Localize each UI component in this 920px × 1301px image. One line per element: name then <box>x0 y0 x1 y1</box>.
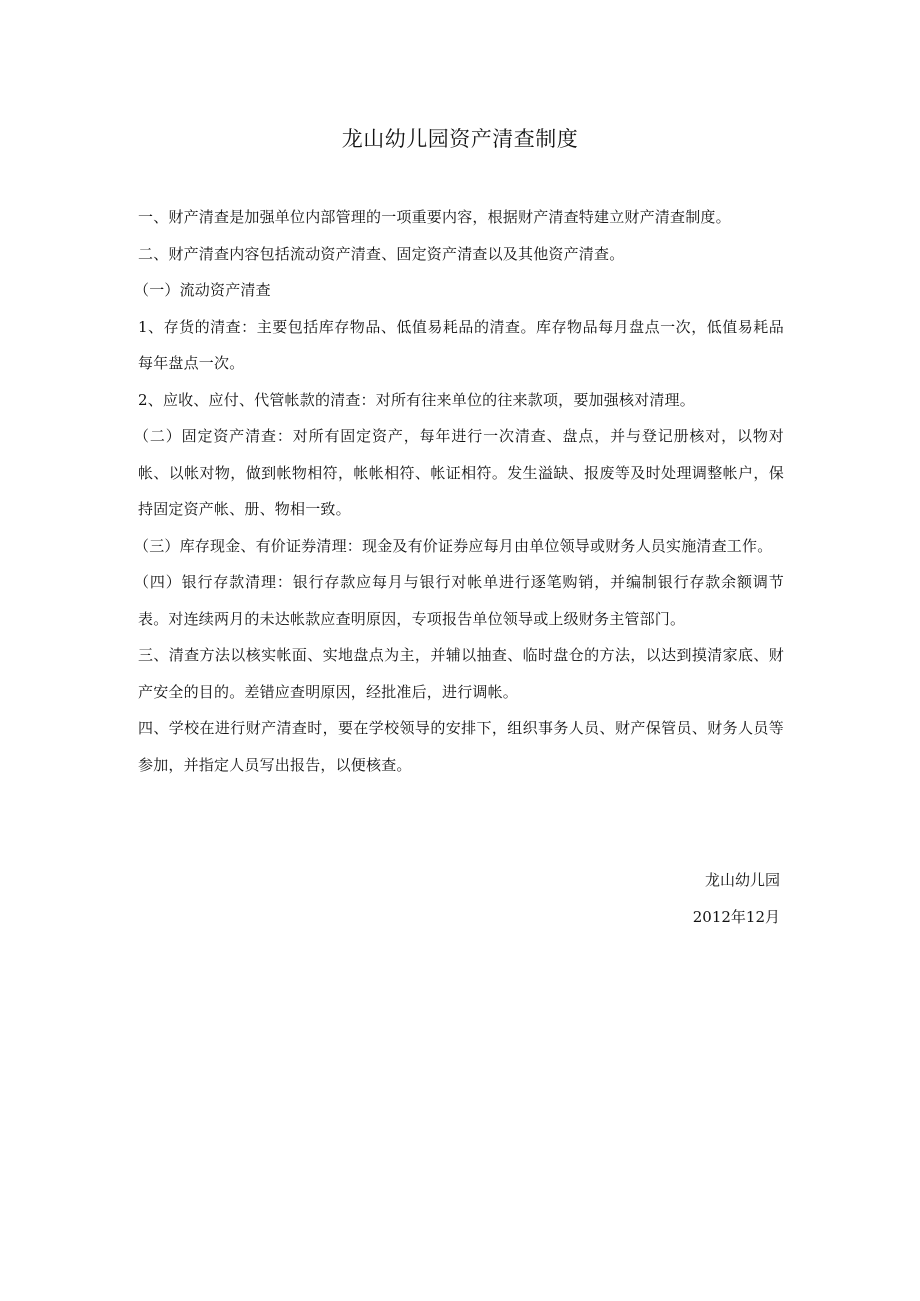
document-title: 龙山幼儿园资产清查制度 <box>341 127 579 151</box>
paragraph-1: 一、财产清查是加强单位内部管理的一项重要内容，根据财产清查特建立财产清查制度。 <box>138 208 731 226</box>
paragraph-8: （四）银行存款清理：银行存款应每月与银行对帐单进行逐笔购销，并编制银行存款余额调节表。对连续两月的未达帐款应查明原因，专项报告单位领导或上级财务主管部门。 <box>134 573 784 628</box>
paragraph-6: （二）固定资产清查：对所有固定资产，每年进行一次清查、盘点，并与登记册核对，以物对帐、以帐对物，做到帐物相符，帐帐相符、帐证相符。发生溢缺、报废等及时处理调整帐户，保持固定资产帐、册、物相一致。 <box>134 427 784 518</box>
paragraph-9: 三、清查方法以核实帐面、实地盘点为主，并辅以抽查、临时盘仓的方法，以达到摸清家底、财产安全的目的。差错应查明原因，经批准后，进行调帐。 <box>138 646 784 701</box>
paragraph-10: 四、学校在进行财产清查时，要在学校领导的安排下，组织事务人员、财产保管员、财务人员等参加，并指定人员写出报告，以便核查。 <box>138 719 784 774</box>
paragraph-4: 1、存货的清查：主要包括库存物品、低值易耗品的清查。库存物品每月盘点一次，低值易耗品每年盘点一次。 <box>138 317 784 372</box>
paragraph-3: （一）流动资产清查 <box>134 281 271 299</box>
signature-block <box>693 862 780 935</box>
paragraph-5: 2、应收、应付、代管帐款的清查：对所有往来单位的往来款项，要加强核对清理。 <box>138 390 695 409</box>
document-body <box>134 199 784 783</box>
paragraph-7: （三）库存现金、有价证券清理：现金及有价证券应每月由单位领导或财务人员实施清查工作。 <box>134 536 773 555</box>
paragraph-2: 二、财产清查内容包括流动资产清查、固定资产清查以及其他资产清查。 <box>138 244 625 263</box>
signature-date: 2012年12月 <box>692 907 780 926</box>
signature-organization: 龙山幼儿园 <box>704 871 780 889</box>
